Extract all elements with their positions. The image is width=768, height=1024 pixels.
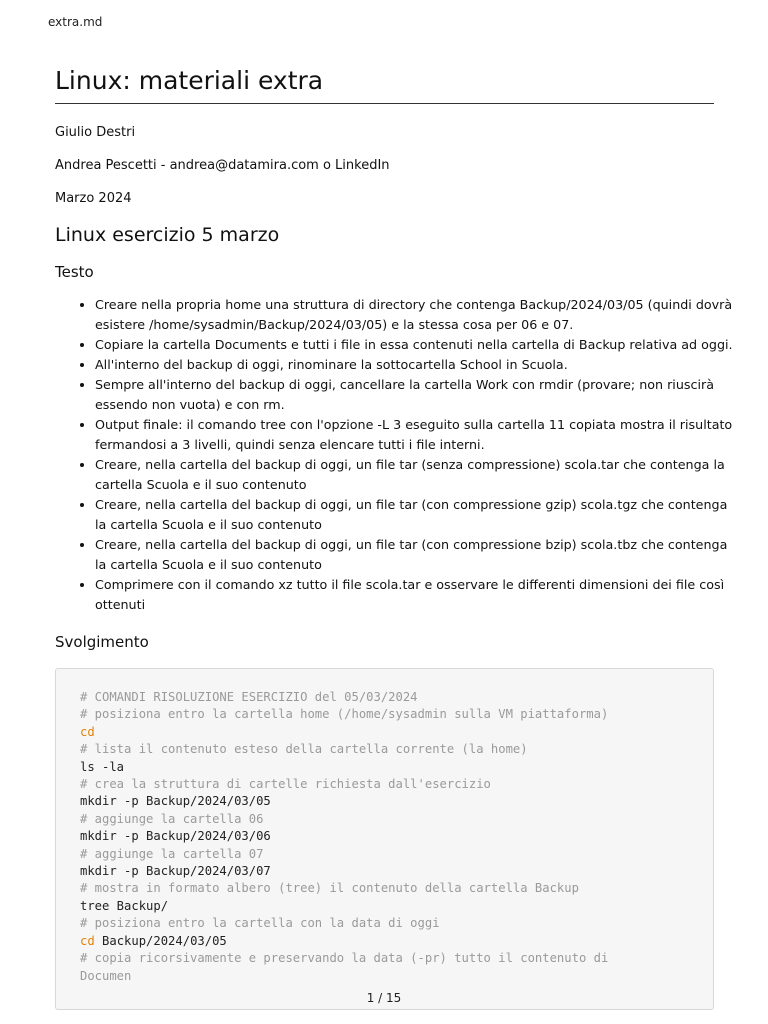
code-line: tree Backup/ xyxy=(80,898,169,913)
page-number: 1 / 15 xyxy=(366,991,402,1005)
task-item: • Comprimere con il comando xz tutto il file scola.tar e osservare le differenti dimensioni dei file così ottenuti xyxy=(95,575,735,615)
file-name: extra.md xyxy=(48,15,103,29)
code-line: # lista il contenuto esteso della cartella corrente (la home) xyxy=(80,742,528,757)
code-block xyxy=(55,668,714,1010)
date-line: Marzo 2024 xyxy=(55,191,132,206)
code-line: mkdir -p Backup/2024/03/05 xyxy=(80,794,271,809)
task-item: • Sempre all'interno del backup di oggi, cancellare la cartella Work con rmdir (provare; non riuscirà essendo non vuota) e con rm. xyxy=(95,375,735,415)
code-line: mkdir -p Backup/2024/03/07 xyxy=(80,864,271,879)
code-keyword: cd xyxy=(80,933,95,948)
author-line: Andrea Pescetti - andrea@datamira.com o LinkedIn xyxy=(55,158,390,173)
code-line: # aggiunge la cartella 06 xyxy=(80,811,264,826)
code-content xyxy=(80,689,608,985)
code-line: # posiziona entro la cartella con la data di oggi xyxy=(80,916,440,931)
author-line: Giulio Destri xyxy=(55,125,136,140)
task-list xyxy=(55,295,735,615)
task-item: • All'interno del backup di oggi, rinominare la sottocartella School in Scuola. xyxy=(95,355,735,375)
code-line: # copia ricorsivamente e preservando la data (-pr) tutto il contenuto di xyxy=(80,951,609,966)
code-line: mkdir -p Backup/2024/03/06 xyxy=(80,829,271,844)
task-item: • Creare, nella cartella del backup di oggi, un file tar (senza compressione) scola.tar che contenga la cartella Scuola e il suo contenuto xyxy=(95,455,735,495)
page-title: Linux: materiali extra xyxy=(55,66,714,104)
code-line: # mostra in formato albero (tree) il contenuto della cartella Backup xyxy=(80,881,579,896)
code-line: ls -la xyxy=(80,759,125,774)
code-line: # crea la struttura di cartelle richiesta dall'esercizio xyxy=(80,777,491,792)
code-line: # aggiunge la cartella 07 xyxy=(80,846,264,861)
code-line: # COMANDI RISOLUZIONE ESERCIZIO del 05/03/2024 xyxy=(80,690,418,704)
task-item: • Creare, nella cartella del backup di oggi, un file tar (con compressione gzip) scola.tgz che contenga la cartella Scuola e il suo contenuto xyxy=(95,495,735,535)
code-text: Backup/2024/03/05 xyxy=(94,933,227,948)
section-title: Linux esercizio 5 marzo xyxy=(55,224,280,246)
code-line xyxy=(80,933,608,950)
task-item: • Output finale: il comando tree con l'opzione -L 3 eseguito sulla cartella 11 copiata mostra il risultato fermandosi a 3 livelli, quindi senza elencare tutti i file interni. xyxy=(95,415,735,455)
code-line: # posiziona entro la cartella home (/home/sysadmin sulla VM piattaforma) xyxy=(80,707,609,722)
task-item: • Creare nella propria home una struttura di directory che contenga Backup/2024/03/05 (quindi dovrà esistere /home/sysadmin/Backup/2024/03/05) e la stessa cosa per 06 e 07. xyxy=(95,295,735,335)
testo-heading: Testo xyxy=(55,263,94,281)
code-line: Documen xyxy=(80,968,132,983)
code-line: cd xyxy=(80,724,95,739)
svolgimento-heading: Svolgimento xyxy=(55,633,149,651)
task-item: • Copiare la cartella Documents e tutti i file in essa contenuti nella cartella di Backup relativa ad oggi. xyxy=(95,335,735,355)
task-item: • Creare, nella cartella del backup di oggi, un file tar (con compressione bzip) scola.tbz che contenga la cartella Scuola e il suo contenuto xyxy=(95,535,735,575)
